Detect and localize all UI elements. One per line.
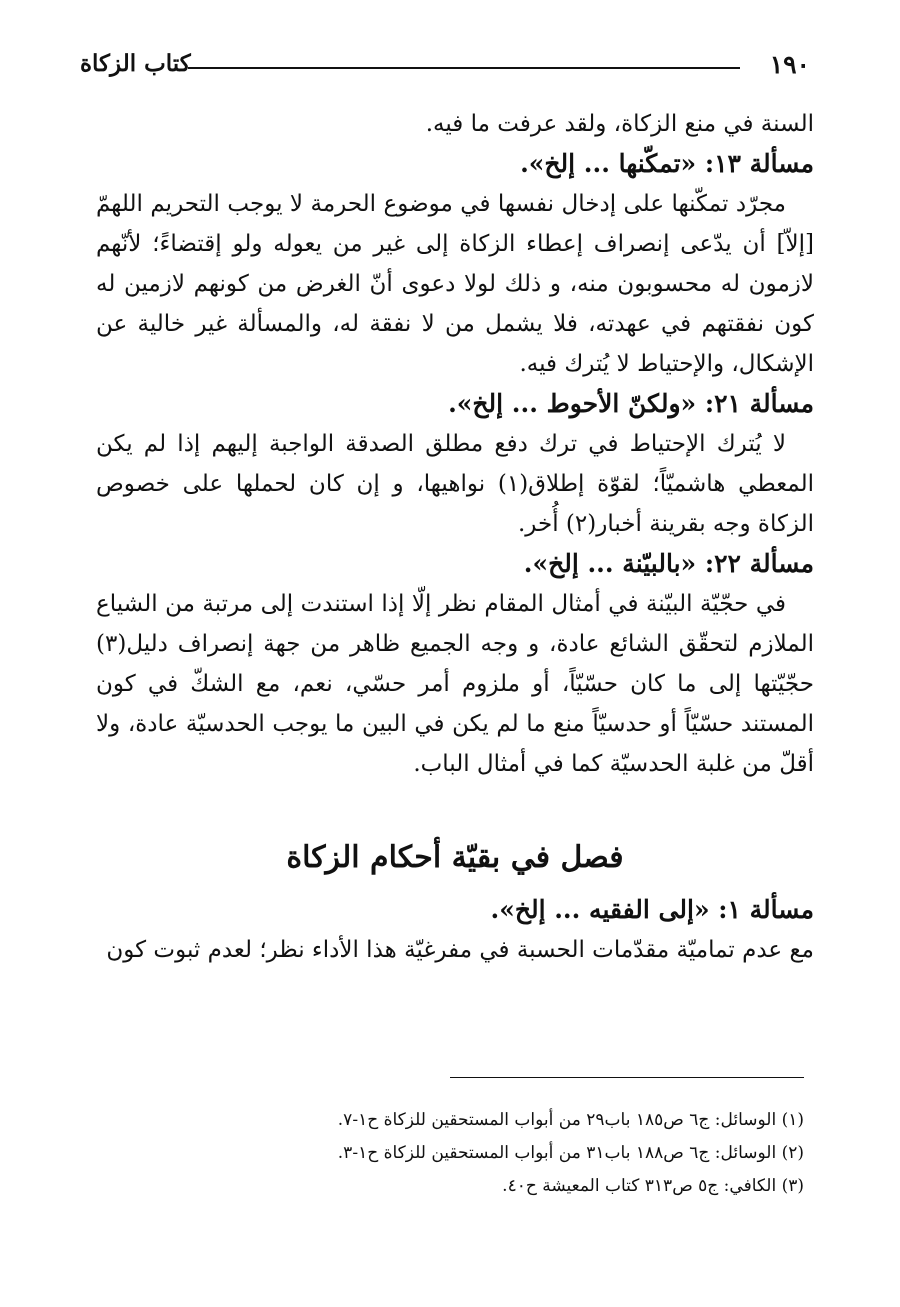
page-number: ١٩٠ (769, 50, 810, 79)
main-content (96, 104, 814, 970)
footnotes (104, 1104, 804, 1203)
intro-line: السنة في منع الزكاة، ولقد عرفت ما فيه. (425, 111, 814, 137)
issue-22-heading: مسألة ٢٢: «بالبيّنة ... إلخ». (523, 549, 814, 578)
issue-21-text: لا يُترك الإحتياط في ترك دفع مطلق الصدقة الواجبة إليهم إذا لم يكن المعطي هاشميّاً؛ لقوّة إطلاق(١) نواهيها، و إن كان لحملها على خصوص الزكاة وجه بقرينة أخبار(٢) أُخر. (96, 431, 814, 537)
book-title: كتاب الزكاة (80, 50, 191, 77)
issue-1-text: مع عدم تماميّة مقدّمات الحسبة في مفرغيّة هذا الأداء نظر؛ لعدم ثبوت كون (106, 937, 814, 963)
footnote-divider (450, 1077, 804, 1078)
footnote-2: (٢) الوسائل: ج٦ ص١٨٨ باب٣١ من أبواب المستحقين للزكاة ح١-٣. (337, 1143, 804, 1163)
footnote-1: (١) الوسائل: ج٦ ص١٨٥ باب٢٩ من أبواب المستحقين للزكاة ح١-٧. (337, 1110, 804, 1130)
issue-13-heading: مسألة ١٣: «تمكّنها ... إلخ». (520, 149, 814, 178)
footnote-3: (٣) الكافي: ج٥ ص٣١٣ كتاب المعيشة ح٤٠. (502, 1176, 804, 1196)
page-header (80, 50, 810, 86)
issue-21-heading: مسألة ٢١: «ولكنّ الأحوط ... إلخ». (448, 389, 814, 418)
section-title: فصل في بقيّة أحكام الزكاة (286, 840, 624, 875)
issue-22-text: في حجّيّة البيّنة في أمثال المقام نظر إلّا إذا استندت إلى مرتبة من الشياع الملازم لتحقّق الشائع عادة، و وجه الجميع ظاهر من جهة إنصراف دليل(٣) حجّيّتها إلى ما كان حسّيّاً، أو ملزوم أمر حسّي، نعم، مع الشكّ في كون المستند حسّيّاً أو حدسيّاً منع ما لم يكن في البين ما يوجب الحدسيّة عادة، ولا أقلّ من غلبة الحدسيّة كما في أمثال الباب. (96, 591, 814, 777)
issue-1-heading: مسألة ١: «إلى الفقيه ... إلخ». (490, 895, 814, 924)
issue-13-text: مجرّد تمكّنها على إدخال نفسها في موضوع الحرمة لا يوجب التحريم اللهمّ [إلاّ] أن يدّعى إنصراف إعطاء الزكاة إلى غير من يعوله ولو إقتضاءً؛ لأنّهم لازمون له محسوبون منه، و ذلك لولا دعوى أنّ الغرض من كونهم لازمين له كون نفقتهم في عهدته، فلا يشمل من لا نفقة له، والمسألة غير خالية عن الإشكال، والإحتياط لا يُترك فيه. (96, 191, 814, 377)
header-rule (188, 67, 740, 69)
